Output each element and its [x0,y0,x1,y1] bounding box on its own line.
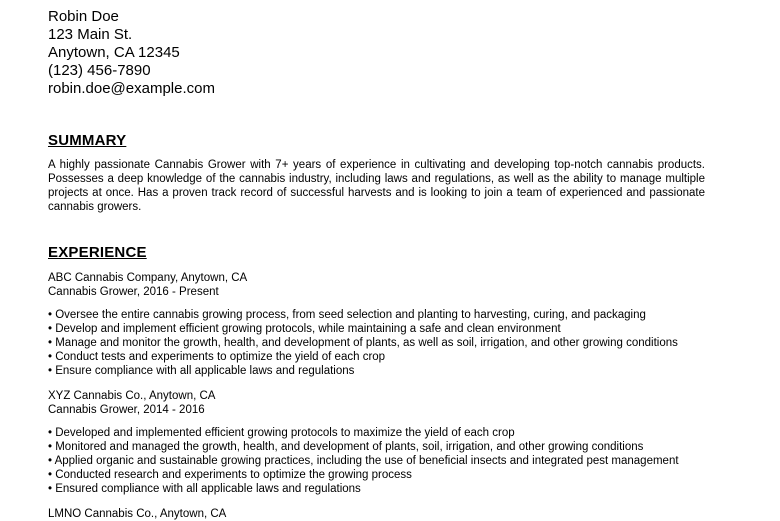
job-role-dates: Cannabis Grower, 2014 - 2016 [48,404,205,416]
job-company: XYZ Cannabis Co., Anytown, CA [48,390,216,402]
candidate-name: Robin Doe [48,8,119,25]
job-bullet: • Ensure compliance with all applicable laws and regulations [48,365,355,377]
job-bullet: • Conduct tests and experiments to optimize the yield of each crop [48,351,386,363]
job-bullets [48,426,705,496]
experience-entry [48,271,705,378]
experience-entry [48,507,705,521]
job-bullet: • Ensured compliance with all applicable laws and regulations [48,483,361,495]
summary-heading: SUMMARY [48,132,127,149]
job-company: ABC Cannabis Company, Anytown, CA [48,272,248,284]
experience-entry [48,389,705,496]
job-role-dates: Cannabis Grower, 2016 - Present [48,286,219,298]
contact-city-state-zip: Anytown, CA 12345 [48,44,180,61]
contact-phone: (123) 456-7890 [48,62,151,79]
contact-street: 123 Main St. [48,26,133,43]
job-bullet: • Developed and implemented efficient growing protocols to maximize the yield of each crop [48,427,515,439]
job-bullet: • Oversee the entire cannabis growing process, from seed selection and planting to harvesting, curing, and packaging [48,309,646,321]
summary-section [48,132,705,214]
contact-block [0,0,780,98]
job-company: LMNO Cannabis Co., Anytown, CA [48,508,227,520]
job-bullet: • Manage and monitor the growth, health, and development of plants, as well as soil, irrigation, and other growing conditions [48,337,678,349]
job-bullet: • Conducted research and experiments to optimize the growing process [48,469,412,481]
job-bullet: • Monitored and managed the growth, health, and development of plants, soil, irrigation, and other growing conditions [48,441,644,453]
summary-text: A highly passionate Cannabis Grower with 7+ years of experience in cultivating and developing top-notch cannabis products. Possesses a deep knowledge of the cannabis industry, including laws and regulations, as well as the ability to manage multiple projects at once. Has a proven track record of successful harvests and is looking to join a team of experienced and passionate cannabis growers. [48,159,705,213]
experience-heading: EXPERIENCE [48,244,147,261]
experience-section [48,244,705,521]
resume-body [0,132,780,521]
job-bullet: • Applied organic and sustainable growing practices, including the use of beneficial insects and integrated pest management [48,455,679,467]
contact-email: robin.doe@example.com [48,80,215,97]
job-bullets [48,308,705,378]
job-bullet: • Develop and implement efficient growing protocols, while maintaining a safe and clean environment [48,323,561,335]
